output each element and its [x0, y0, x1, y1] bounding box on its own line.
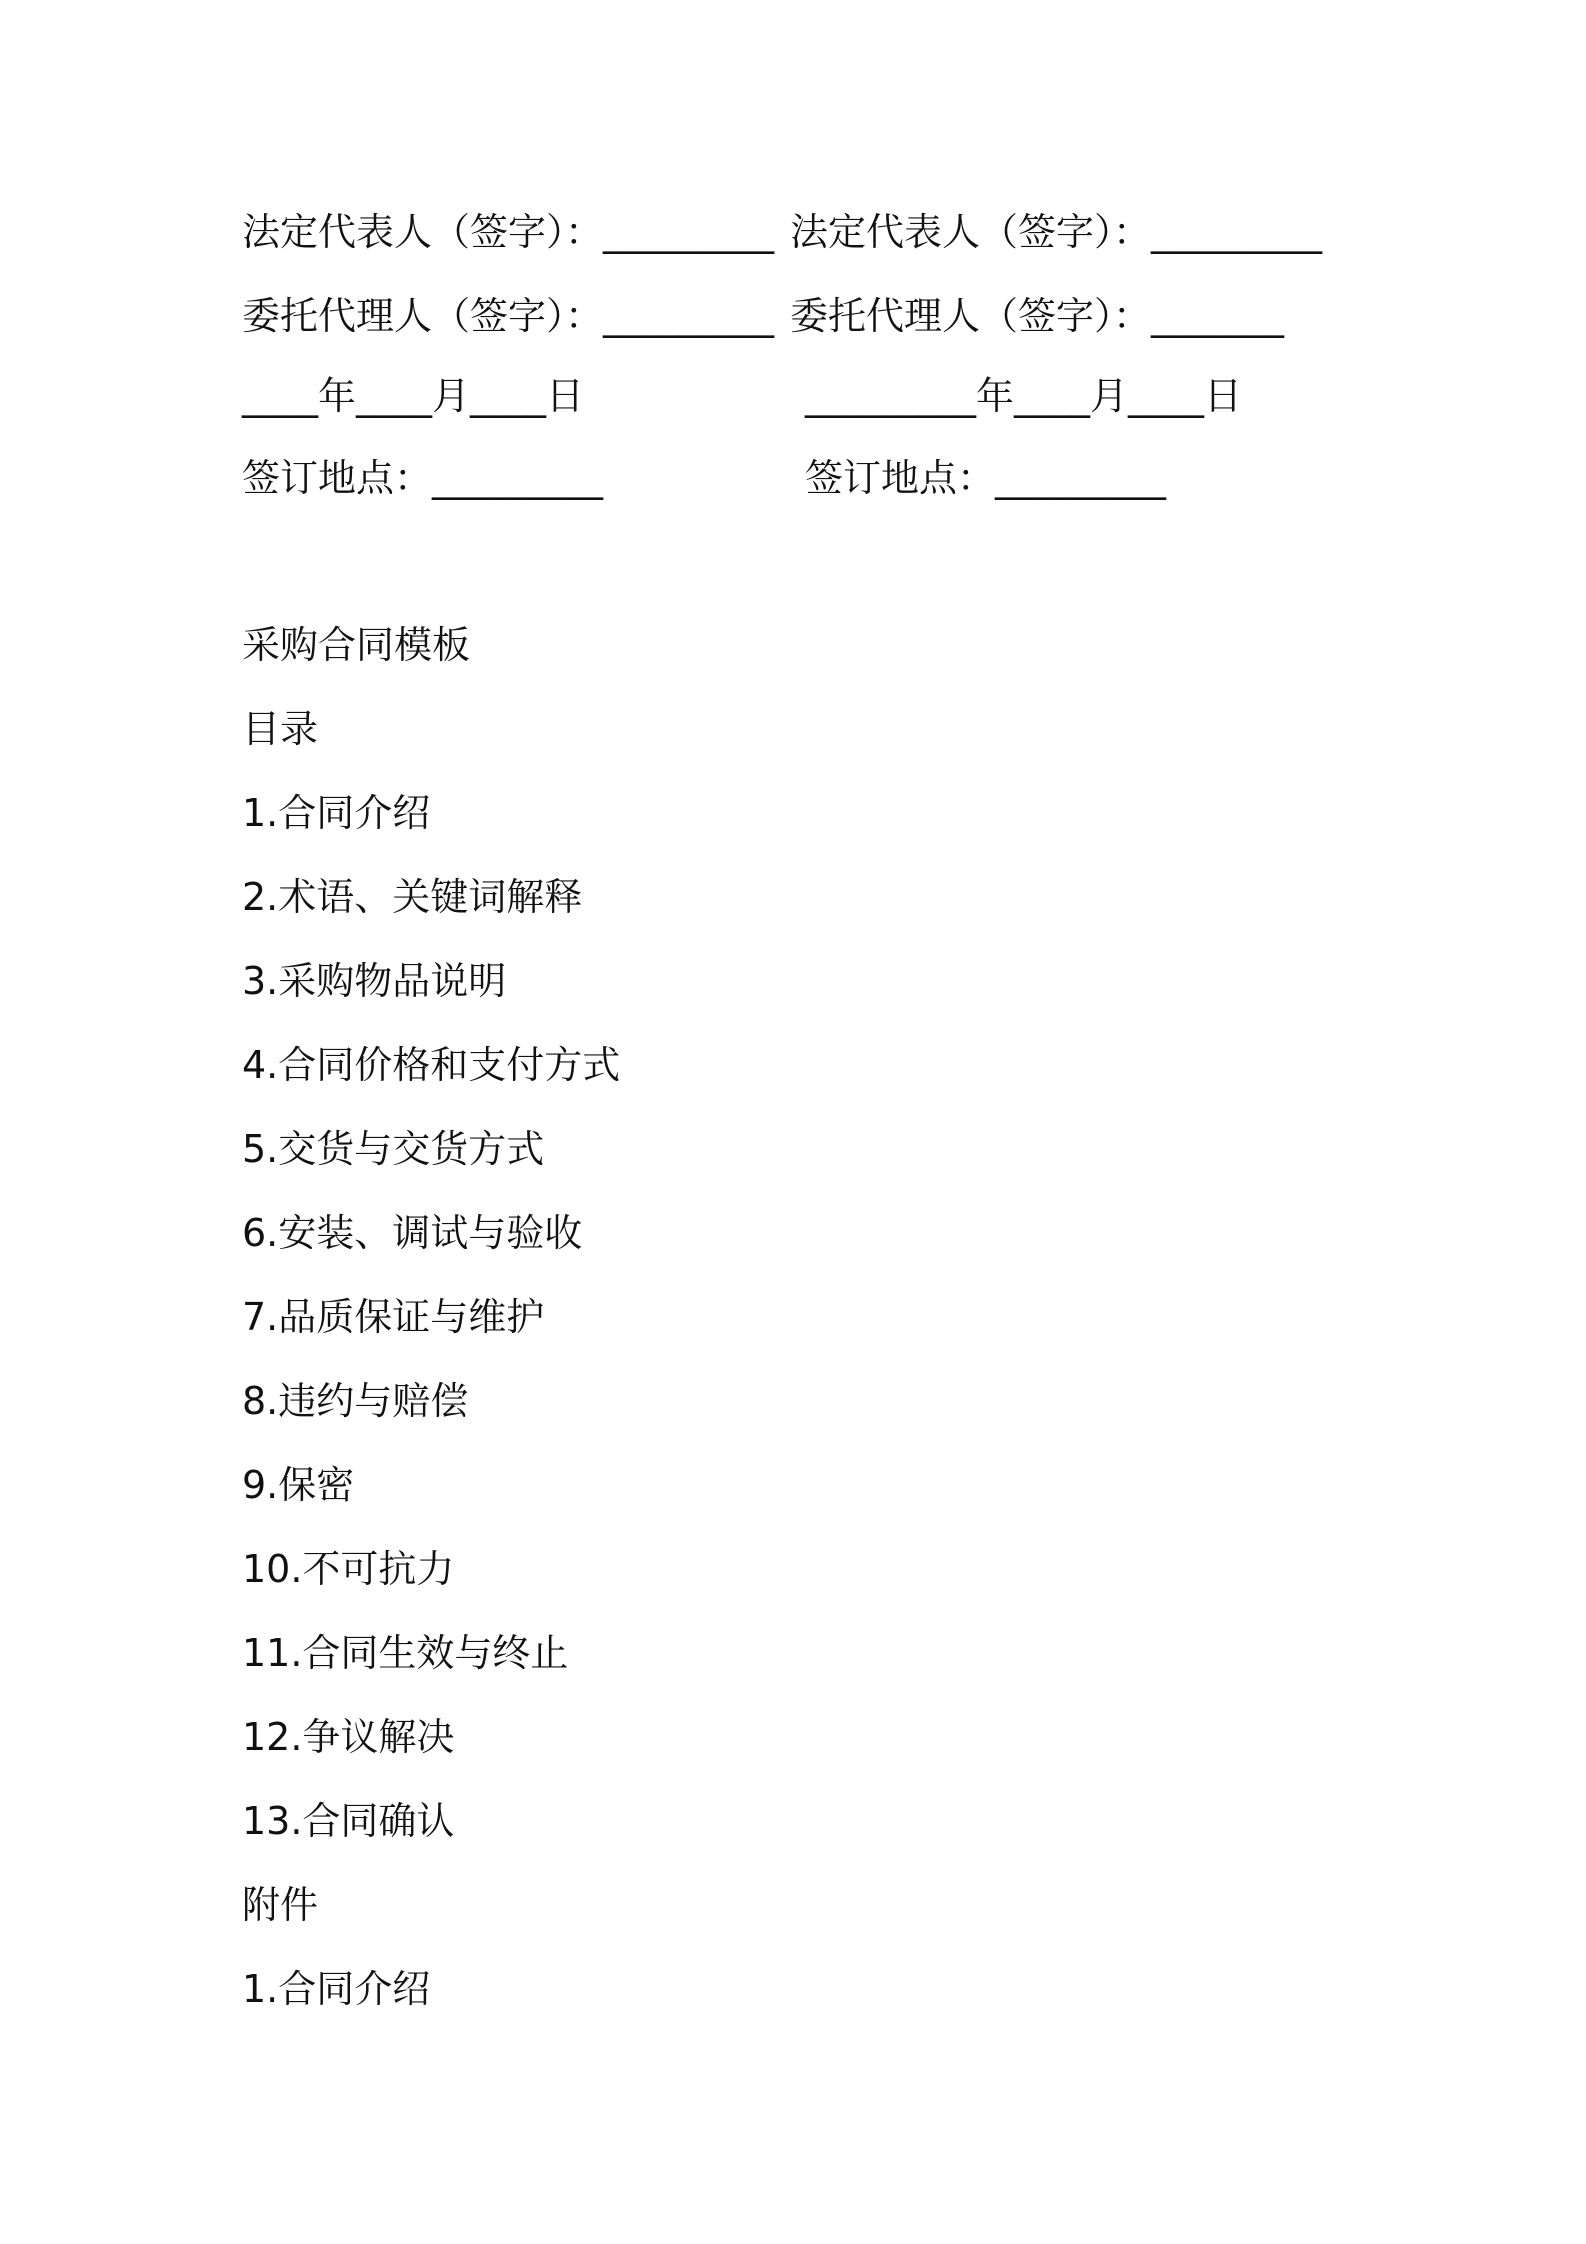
toc-heading: 目录	[242, 707, 319, 751]
agent-signature-right: 委托代理人（签字）：_______	[790, 294, 1285, 338]
toc-item: 8.违约与赔偿	[242, 1379, 469, 1423]
toc-item: 4.合同价格和支付方式	[242, 1043, 621, 1087]
sign-date-right: _________年____月____日	[805, 374, 1243, 418]
appendix-item: 1.合同介绍	[242, 1967, 431, 2011]
toc-item: 6.安装、调试与验收	[242, 1211, 583, 1255]
sign-place-right: 签订地点：_________	[805, 456, 1167, 500]
sign-place-left: 签订地点：_________	[242, 456, 604, 500]
toc-item: 11.合同生效与终止	[242, 1631, 569, 1675]
document-title: 采购合同模板	[242, 623, 471, 667]
toc-item: 2.术语、关键词解释	[242, 875, 583, 919]
toc-item: 13.合同确认	[242, 1799, 455, 1843]
toc-item: 12.争议解决	[242, 1715, 455, 1759]
legal-rep-signature-right: 法定代表人（签字）：_________	[790, 210, 1323, 254]
toc-item: 1.合同介绍	[242, 791, 431, 835]
toc-item: 9.保密	[242, 1463, 355, 1507]
legal-rep-signature-left: 法定代表人（签字）：_________	[242, 210, 775, 254]
toc-item: 5.交货与交货方式	[242, 1127, 545, 1171]
toc-item: 7.品质保证与维护	[242, 1295, 545, 1339]
agent-signature-left: 委托代理人（签字）：_________	[242, 294, 775, 338]
sign-date-left: ____年____月____日	[242, 374, 585, 418]
toc-item: 10.不可抗力	[242, 1547, 455, 1591]
appendix-heading: 附件	[242, 1883, 319, 1927]
toc-item: 3.采购物品说明	[242, 959, 507, 1003]
